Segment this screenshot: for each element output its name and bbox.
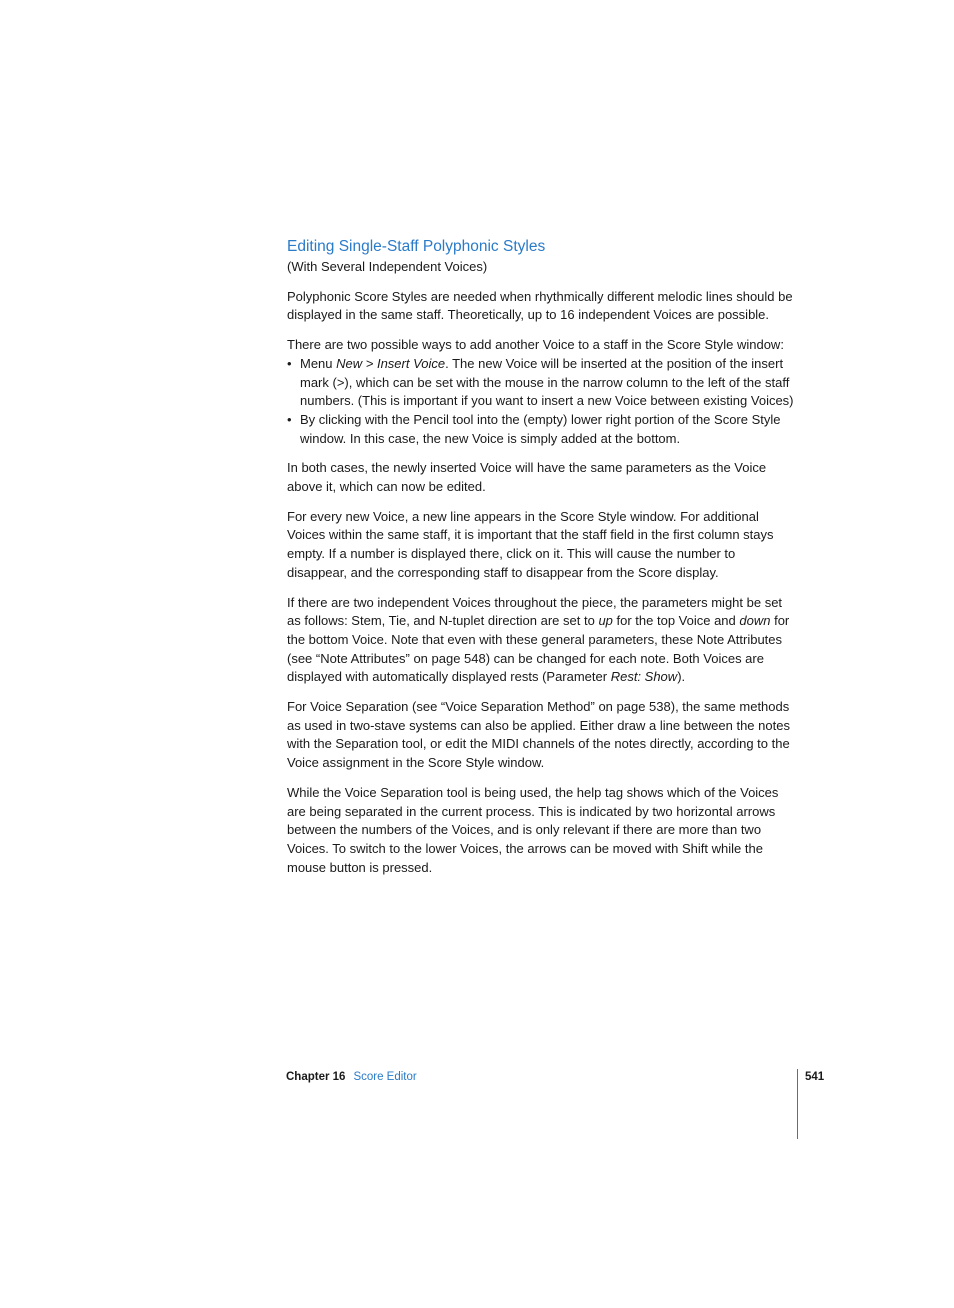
paragraph-both-cases: In both cases, the newly inserted Voice will have the same parameters as the Voice above it, which can now be edited. — [287, 460, 767, 495]
bullet1-menu-path: New > Insert Voice — [336, 355, 446, 371]
section-subtitle: (With Several Independent Voices) — [287, 259, 488, 274]
paragraph-two-voices — [287, 594, 797, 688]
chapter-title: Score Editor — [353, 1071, 417, 1083]
paragraph-new-line: For every new Voice, a new line appears in the Score Style window. For additional Voices within the same staff, it is important that the staff field in the first column stays empty. If a number is displayed there, click on it. This will cause the number to disappear, and the corresponding staff to disappear from the Score display. — [287, 508, 774, 580]
footer-divider — [797, 1069, 798, 1139]
ways-list — [287, 355, 797, 449]
section-title: Editing Single-Staff Polyphonic Styles — [287, 238, 546, 255]
paragraph-intro: Polyphonic Score Styles are needed when rhythmically different melodic lines should be displayed in the same staff. Theoretically, up to 16 independent Voices are possible. — [287, 288, 793, 323]
paragraph-help-tag: While the Voice Separation tool is being used, the help tag shows which of the Voices are being separated in the current process. This is indicated by two horizontal arrows between the numbers of the Voices, and is only relevant if there are more than two Voices. To switch to the lower Voices, the arrows can be moved with Shift while the mouse button is pressed. — [287, 784, 779, 875]
page-content — [287, 236, 797, 888]
bullet-icon: • — [287, 411, 292, 427]
bullet2-text: By clicking with the Pencil tool into the (empty) lower right portion of the Score Style window. In this case, the new Voice is simply added at the bottom. — [300, 411, 781, 446]
paragraph-ways-lead: There are two possible ways to add another Voice to a staff in the Score Style window: — [287, 337, 784, 353]
p5-rest-show: Rest: Show — [610, 669, 678, 685]
bullet1-text-c: . The new Voice will be inserted at the position of the insert mark (>), which can be set with the mouse in the narrow column to the left of the staff numbers. (This is important if you want to insert a new Voice between existing Voices) — [300, 355, 794, 409]
list-item-menu — [287, 355, 797, 411]
bullet1-text-a: Menu — [300, 355, 337, 371]
p5-text-e: for the bottom Voice. Note that even with these general parameters, these Note Attributes (see “Note Attributes” on page 548) can be changed for each note. Both Voices are displayed with automatically displayed rests (Parameter — [287, 613, 790, 685]
p5-down: down — [739, 613, 771, 629]
p5-up: up — [598, 613, 613, 629]
list-item-pencil — [287, 411, 797, 448]
p5-text-c: for the top Voice and — [612, 613, 740, 629]
chapter-label: Chapter 16 — [286, 1071, 346, 1083]
footer-chapter — [286, 1069, 417, 1085]
paragraph-voice-separation: For Voice Separation (see “Voice Separation Method” on page 538), the same methods as used in two-stave systems can also be applied. Either draw a line between the notes with the Separation tool, or edit the MIDI channels of the notes directly, according to the Voice assignment in the Score Style window. — [287, 699, 790, 771]
p5-text-g: ). — [677, 669, 686, 685]
p5-text-a: If there are two independent Voices throughout the piece, the parameters might be set as follows: Stem, Tie, and N-tuplet direction are set to — [287, 594, 783, 629]
page-number: 541 — [805, 1071, 825, 1083]
bullet-icon: • — [287, 355, 292, 371]
